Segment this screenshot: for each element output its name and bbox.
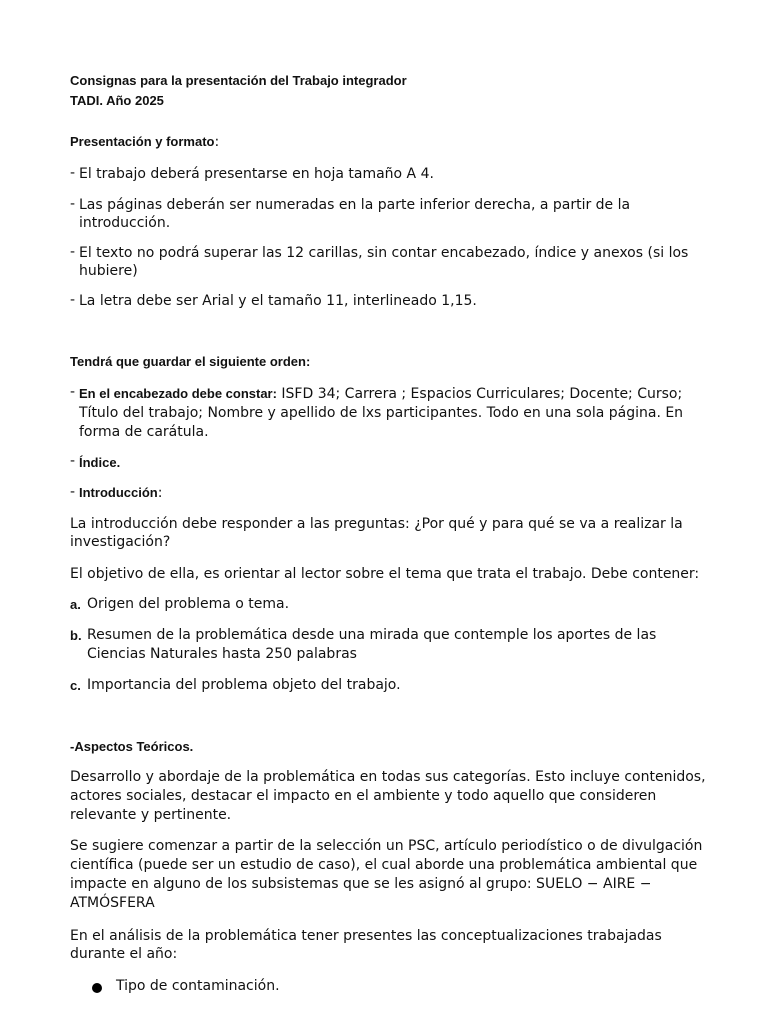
teoricos-paragraph: Desarrollo y abordaje de la problemática en todas sus categorías. Esto incluye contenidos, actores sociales, destacar el impacto en el ambiente y todo aquello que consideren relevante y pertinente. (70, 769, 706, 823)
dash-marker: - (70, 196, 76, 212)
section-heading-formato (70, 134, 219, 150)
list-item: Importancia del problema objeto del trabajo. (87, 677, 401, 693)
introduccion-label: Introducción (79, 485, 158, 500)
list-label: c. (70, 678, 81, 693)
list-item: Resumen de la problemática desde una mirada que contemple los aportes de las Ciencias Naturales hasta 250 palabras (87, 627, 657, 662)
dash-marker: - (70, 453, 76, 469)
list-label: b. (70, 628, 82, 643)
format-item: Las páginas deberán ser numeradas en la parte inferior derecha, a partir de la introducción. (79, 197, 631, 231)
document-title: Consignas para la presentación del Trabajo integrador (70, 73, 407, 88)
teoricos-paragraph: En el análisis de la problemática tener presentes las conceptualizaciones trabajadas durante el año: (70, 928, 662, 962)
list-label: a. (70, 597, 81, 612)
intro-paragraph: La introducción debe responder a las preguntas: ¿Por qué y para qué se va a realizar la investigación? (70, 516, 683, 550)
teoricos-paragraph: Se sugiere comenzar a partir de la selección un PSC, artículo periodístico o de divulgación científica (puede ser un estudio de caso), el cual aborde una problemática ambiental que impacte en alguno de los subsistemas que se les asignó al grupo: SUELO − AIRE − ATMÓSFERA (70, 838, 703, 911)
dash-marker: - (70, 165, 76, 181)
encabezado-label: En el encabezado debe constar: (79, 386, 277, 401)
list-item: Origen del problema o tema. (87, 596, 290, 612)
orden-item-indice: Índice. (79, 455, 121, 470)
format-item: El texto no podrá superar las 12 carillas, sin contar encabezado, índice y anexos (si los hubiere) (79, 245, 689, 279)
dash-marker: - (70, 384, 76, 400)
dash-marker: - (70, 292, 76, 308)
format-item: El trabajo deberá presentarse en hoja tamaño A 4. (79, 166, 434, 182)
dash-marker: - (70, 484, 76, 500)
section-heading-orden: Tendrá que guardar el siguiente orden: (70, 354, 311, 369)
orden-item-introduccion (79, 484, 719, 502)
format-item: La letra debe ser Arial y el tamaño 11, interlineado 1,15. (79, 293, 477, 309)
dash-marker: - (70, 244, 76, 260)
introduccion-colon: : (157, 485, 163, 501)
document-subtitle: TADI. Año 2025 (70, 93, 164, 108)
bullet-item: Tipo de contaminación. (116, 978, 280, 994)
bullet-icon (92, 983, 102, 993)
heading-colon: : (214, 134, 220, 150)
heading-text: Presentación y formato (70, 134, 215, 149)
encabezado-text: ISFD 34; Carrera ; Espacios Curriculares; Docente; Curso; Título del trabajo; Nombre y apellido de lxs participantes. Todo en una sola página. En forma de carátula. (79, 386, 684, 440)
intro-paragraph: El objetivo de ella, es orientar al lector sobre el tema que trata el trabajo. Debe contener: (70, 566, 700, 582)
orden-item-encabezado (79, 384, 719, 442)
section-heading-teoricos: -Aspectos Teóricos. (70, 739, 194, 754)
